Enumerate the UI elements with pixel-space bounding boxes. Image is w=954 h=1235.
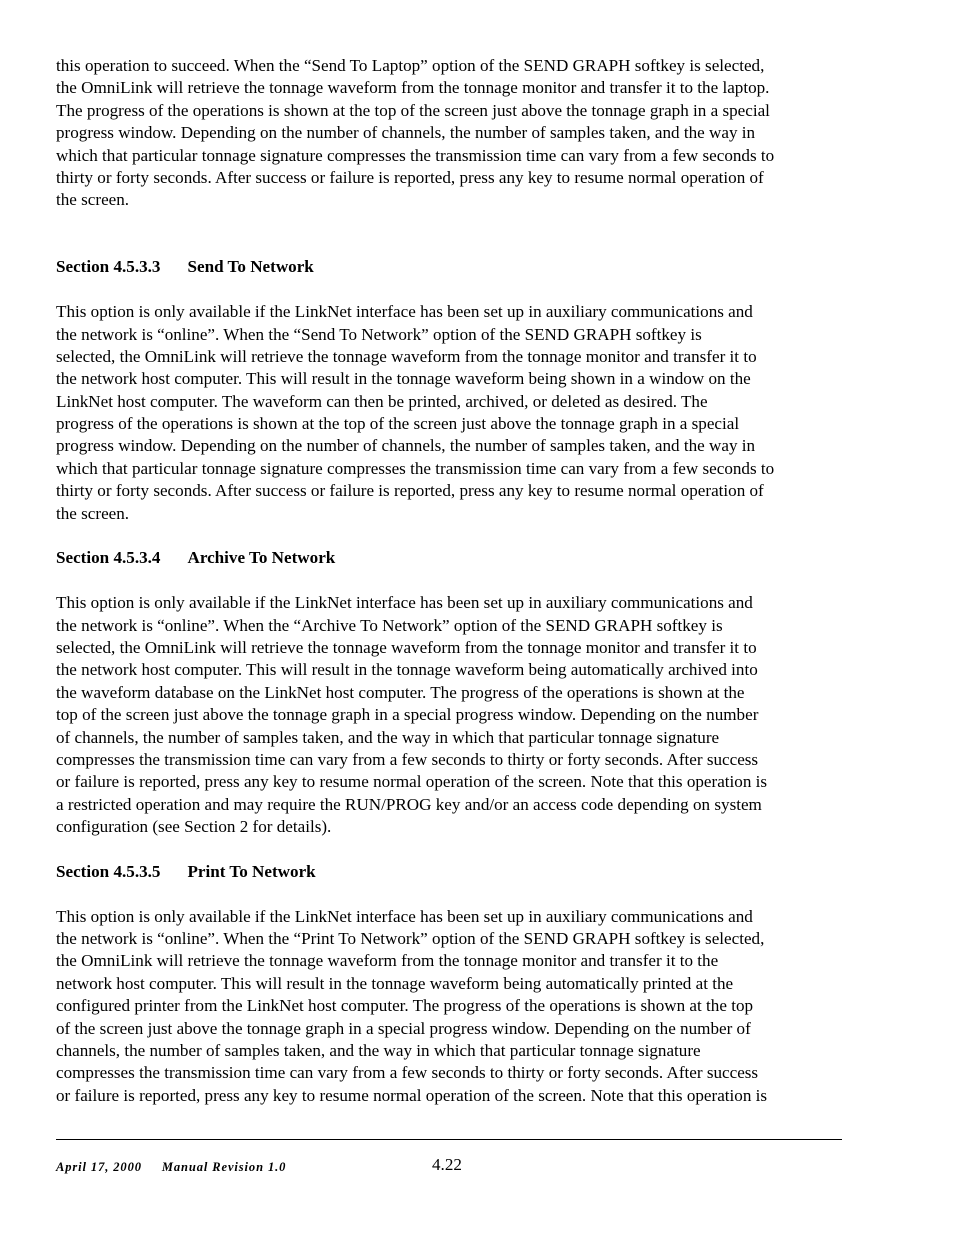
text-line: of channels, the number of samples taken, and the way in which that particular tonnage signature bbox=[56, 727, 720, 747]
text-line: The progress of the operations is shown at the top of the screen just above the tonnage graph in a special bbox=[56, 100, 770, 120]
text-line: the screen. bbox=[56, 503, 130, 523]
spacer bbox=[56, 883, 846, 905]
section-heading-print-to-network bbox=[56, 861, 846, 883]
text-line: this operation to succeed. When the “Send To Laptop” option of the SEND GRAPH softkey is selected, bbox=[56, 56, 765, 75]
text-line: This option is only available if the LinkNet interface has been set up in auxiliary communications and bbox=[56, 302, 753, 322]
text-line: This option is only available if the LinkNet interface has been set up in auxiliary communications and bbox=[56, 906, 753, 926]
text-line: which that particular tonnage signature compresses the transmission time can vary from a few seconds to bbox=[56, 458, 775, 478]
text-line: or failure is reported, press any key to resume normal operation of the screen. Note that this operation is bbox=[56, 1085, 768, 1105]
text-line: the network is “online”. When the “Archive To Network” option of the SEND GRAPH softkey is bbox=[56, 615, 723, 635]
text-line: the network is “online”. When the “Print To Network” option of the SEND GRAPH softkey is selected, bbox=[56, 929, 765, 949]
text-line: selected, the OmniLink will retrieve the tonnage waveform from the tonnage monitor and transfer it to bbox=[56, 346, 757, 366]
footer-info bbox=[56, 1160, 286, 1175]
footer-divider bbox=[56, 1139, 842, 1140]
section-title: Print To Network bbox=[187, 861, 316, 881]
spacer bbox=[56, 839, 846, 861]
text-line: the OmniLink will retrieve the tonnage waveform from the tonnage monitor and transfer it to the bbox=[56, 951, 719, 971]
section-number: Section 4.5.3.4 bbox=[56, 548, 161, 568]
text-line: compresses the transmission time can vary from a few seconds to thirty or forty seconds. After success bbox=[56, 1063, 759, 1083]
text-line: or failure is reported, press any key to resume normal operation of the screen. Note that this operation is bbox=[56, 772, 768, 792]
section-title: Send To Network bbox=[187, 257, 314, 277]
spacer bbox=[56, 570, 846, 592]
text-line: progress of the operations is shown at the top of the screen just above the tonnage graph in a special bbox=[56, 414, 740, 434]
text-line: top of the screen just above the tonnage graph in a special progress window. Depending on the number bbox=[56, 705, 759, 725]
spacer bbox=[56, 212, 846, 257]
footer-date: April 17, 2000 bbox=[56, 1160, 142, 1174]
text-line: the screen. bbox=[56, 190, 130, 210]
text-line: the network host computer. This will result in the tonnage waveform being automatically archived into bbox=[56, 660, 758, 680]
text-line: which that particular tonnage signature compresses the transmission time can vary from a few seconds to bbox=[56, 145, 775, 165]
text-line: the network host computer. This will result in the tonnage waveform being shown in a window on the bbox=[56, 369, 751, 389]
text-line: channels, the number of samples taken, and the way in which that particular tonnage signature bbox=[56, 1041, 701, 1061]
spacer bbox=[56, 279, 846, 301]
text-line: thirty or forty seconds. After success or failure is reported, press any key to resume normal operation of bbox=[56, 481, 764, 501]
intro-paragraph bbox=[56, 55, 846, 212]
text-line: the network is “online”. When the “Send To Network” option of the SEND GRAPH softkey is bbox=[56, 324, 702, 344]
text-line: progress window. Depending on the number of channels, the number of samples taken, and the way in bbox=[56, 123, 756, 143]
section-paragraph-print-to-network bbox=[56, 906, 846, 1108]
text-line: of the screen just above the tonnage graph in a special progress window. Depending on the number of bbox=[56, 1018, 751, 1038]
footer-revision: Manual Revision 1.0 bbox=[161, 1160, 287, 1174]
text-line: LinkNet host computer. The waveform can then be printed, archived, or deleted as desired. The bbox=[56, 391, 708, 411]
section-number: Section 4.5.3.5 bbox=[56, 861, 161, 881]
text-line: network host computer. This will result in the tonnage waveform being automatically printed at the bbox=[56, 973, 734, 993]
section-paragraph-send-to-network bbox=[56, 301, 846, 525]
section-heading-archive-to-network bbox=[56, 547, 846, 569]
page-number: 4.22 bbox=[432, 1155, 462, 1174]
text-line: This option is only available if the LinkNet interface has been set up in auxiliary communications and bbox=[56, 593, 753, 613]
text-line: a restricted operation and may require the RUN/PROG key and/or an access code depending on system bbox=[56, 794, 762, 814]
text-line: configured printer from the LinkNet host computer. The progress of the operations is shown at the top bbox=[56, 996, 754, 1016]
text-line: selected, the OmniLink will retrieve the tonnage waveform from the tonnage monitor and transfer it to bbox=[56, 638, 757, 657]
text-line: progress window. Depending on the number of channels, the number of samples taken, and the way in bbox=[56, 436, 756, 456]
text-line: thirty or forty seconds. After success or failure is reported, press any key to resume normal operation of bbox=[56, 167, 764, 187]
text-line: the OmniLink will retrieve the tonnage waveform from the tonnage monitor and transfer it to the laptop. bbox=[56, 78, 770, 98]
text-line: compresses the transmission time can vary from a few seconds to thirty or forty seconds. After success bbox=[56, 749, 759, 769]
document-page bbox=[56, 55, 846, 1107]
text-line: configuration (see Section 2 for details). bbox=[56, 817, 332, 837]
text-line: the waveform database on the LinkNet host computer. The progress of the operations is shown at the bbox=[56, 682, 745, 702]
section-title: Archive To Network bbox=[187, 548, 336, 568]
section-number: Section 4.5.3.3 bbox=[56, 257, 161, 277]
section-heading-send-to-network bbox=[56, 256, 846, 278]
section-paragraph-archive-to-network bbox=[56, 592, 846, 838]
spacer bbox=[56, 525, 846, 547]
